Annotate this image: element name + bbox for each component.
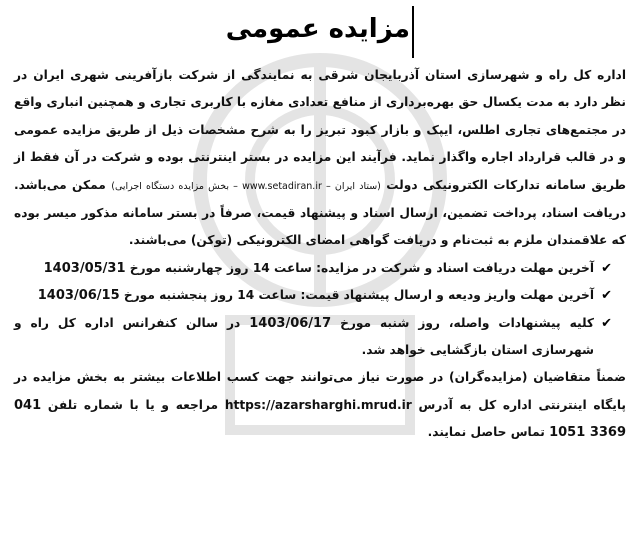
intro-paragraph [14, 62, 626, 255]
footer-start: ضمناً متقاضیان (مزایده‌گران) در صورت نیاز می‌توانند جهت کسب اطلاعات بیشتر به بخش مزایده در پایگاه اینترنتی اداره کل به آدرس [14, 370, 626, 412]
bullet-date: 1403/05/31 [43, 260, 126, 276]
bullet-text: کلیه پیشنهادات واصله، روز شنبه مورخ [340, 315, 595, 330]
bullet-date: 1403/06/17 [249, 315, 332, 331]
page-title: مزایده عمومی [225, 14, 410, 44]
footer-mid: مراجعه و یا با شماره تلفن [47, 397, 219, 412]
header [0, 4, 640, 60]
intro-rest: ممکن می‌باشد. دریافت اسناد، پرداخت تضمین، ارسال اسناد و پیشنهاد قیمت، صرفاً در بستر سامانه مذکور میسر بوده که علاقمندان ملزم به ثبت‌نام و دریافت گواهی امضای الکترونیکی (توکن) می‌باشند. [14, 177, 626, 248]
checkmark-icon: ✔ [601, 288, 612, 304]
bullet-text: آخرین مهلت دریافت اسناد و شرکت در مزایده: ساعت 14 روز چهارشنبه مورخ [129, 260, 594, 275]
checkmark-icon: ✔ [601, 315, 612, 331]
document-body [14, 62, 626, 447]
footer-end: تماس حاصل نمایند. [427, 425, 545, 440]
intro-text: اداره کل راه و شهرسازی استان آذربایجان شرقی به نمایندگی از شرکت بازآفرینی شهری ایران در نظر دارد به مدت یکسال حق بهره‌برداری از منافع تعدادی مغازه با کاربری تجاری و همچنین انباری واقع در مجتمع‌های تجاری اطلس، ایپک و بازار کبود تبریز را به شرح مشخصات ذیل از طریق مزایده عمومی و در قالب قرارداد اجاره واگذار نماید. فرآیند این مزایده در بستر اینترنتی بوده و شرکت در آن فقط از طریق سامانه تدارکات الکترونیکی دولت [14, 68, 627, 192]
title-divider [412, 6, 414, 58]
setad-reference: (ستاد ایران – www.setadiran.ir – بخش مزایده دستگاه اجرایی) [111, 180, 381, 192]
phone-number: 041 3369 1051 [14, 397, 626, 441]
checkmark-icon: ✔ [601, 260, 612, 276]
deadline-list [14, 255, 626, 365]
footer-paragraph [14, 364, 626, 446]
bullet-text-after: در سالن کنفرانس اداره کل راه و شهرسازی استان بازگشایی خواهد شد. [14, 315, 594, 358]
bullet-text: آخرین مهلت واریز ودیعه و ارسال پیشنهاد قیمت: ساعت 14 روز پنجشنبه مورخ [123, 288, 594, 303]
bullet-date: 1403/06/15 [37, 288, 120, 304]
website-link[interactable]: https://azarsharghi.mrud.ir [224, 397, 412, 412]
list-item [14, 282, 612, 309]
list-item [14, 310, 612, 365]
list-item [14, 255, 612, 282]
